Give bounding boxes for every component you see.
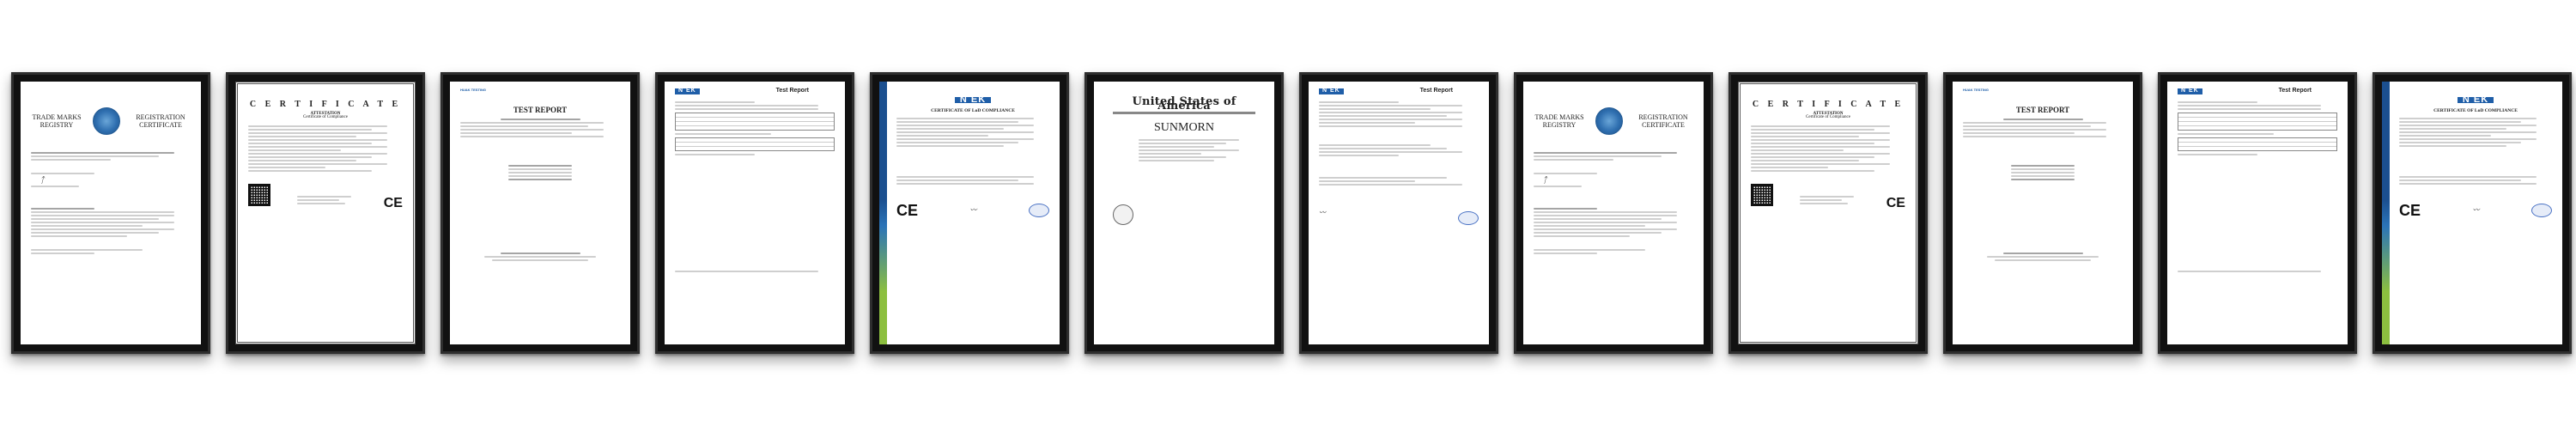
nek-loc-body-2 <box>2399 118 2552 185</box>
nek-report-title-3: Test Report <box>2278 88 2312 94</box>
nek-loc-title: CERTIFICATE OF LoD COMPLIANCE <box>931 107 1015 113</box>
certificate-frame-4[interactable] <box>655 72 854 354</box>
hk-brand-label: HUAK TESTING <box>460 88 486 92</box>
ce-certificate <box>235 82 416 344</box>
ce-subtitle-2: Certificate of Compliance <box>303 115 348 120</box>
ce-title-2: C E R T I F I C A T E <box>1752 100 1905 109</box>
certificate-frame-10[interactable] <box>1943 72 2142 354</box>
certificate-frame-6[interactable] <box>1084 72 1284 354</box>
nek-loc-logo: N EK <box>955 97 991 103</box>
nek-report-body <box>675 101 835 272</box>
ce-title: C E R T I F I C A T E <box>249 100 402 109</box>
certificate-side-bar-2 <box>2382 82 2390 344</box>
nek-stamp-icon <box>1029 204 1049 217</box>
ce-mark-icon-2: CE <box>1886 196 1905 211</box>
nek-report-title-2: Test Report <box>1419 88 1453 94</box>
nek-loc-certificate <box>879 82 1060 344</box>
hk-report-body <box>460 119 620 261</box>
registry-seal-icon-2 <box>1595 107 1623 135</box>
nek-stamp-icon-3 <box>2531 204 2552 217</box>
certificate-side-bar <box>879 82 887 344</box>
trademark-right-header: REGISTRATION CERTIFICATE <box>136 113 185 129</box>
nek-logo-2: N EK <box>1319 88 1344 94</box>
nek-loc-logo-2: N EK <box>2458 97 2494 103</box>
trademark-body <box>31 152 191 254</box>
us-title: United States of America <box>1132 95 1236 113</box>
nek-sample-table-3 <box>2178 137 2337 151</box>
nek-logo: N EK <box>675 88 700 94</box>
nek-test-report-2 <box>1309 82 1489 344</box>
ce-mark-icon: CE <box>383 196 403 211</box>
nek-report-title: Test Report <box>775 88 809 94</box>
nek-report-body-2 <box>1319 101 1479 186</box>
trademark-certificate-2 <box>1523 82 1704 344</box>
us-trademark-body <box>1104 139 1264 161</box>
nek-loc-title-2: CERTIFICATE OF LoD COMPLIANCE <box>2433 107 2518 113</box>
ce-subtitle-2-2: Certificate of Compliance <box>1806 115 1850 120</box>
nek-logo-3: N EK <box>2178 88 2202 94</box>
nek-test-report-3 <box>2167 82 2348 344</box>
certificate-frame-11[interactable] <box>2158 72 2357 354</box>
trademark-right-header-2: REGISTRATION CERTIFICATE <box>1638 113 1688 129</box>
nek-stamp-icon-2 <box>1458 211 1479 225</box>
nek-ce-mark-icon-2: CE <box>2399 201 2421 219</box>
ce-body-2 <box>1751 125 1905 172</box>
us-trademark-certificate <box>1094 82 1274 344</box>
certificate-frame-1[interactable] <box>11 72 210 354</box>
hk-report-body-2 <box>1963 119 2123 261</box>
ce-certificate-2 <box>1738 82 1918 344</box>
registrar-signature-icon: ᛏ <box>39 176 45 186</box>
trademark-body-2 <box>1534 152 1693 254</box>
nek-test-report <box>665 82 845 344</box>
qr-code-icon-2 <box>1751 184 1773 206</box>
nek-ce-mark-icon: CE <box>896 201 919 219</box>
ce-body <box>248 125 403 172</box>
hk-brand-label-2: HUAK TESTING <box>1963 88 1989 92</box>
nek-loc-certificate-2 <box>2382 82 2562 344</box>
trademark-left-header-2: TRADE MARKS REGISTRY <box>1534 113 1584 129</box>
nek-result-table <box>675 113 835 131</box>
hk-test-report-2 <box>1953 82 2133 344</box>
nek-report-body-3 <box>2178 101 2337 272</box>
registrar-signature-icon-2: ᛏ <box>1542 176 1547 186</box>
nek-signature-icon-3: 〰 <box>2472 205 2480 214</box>
certificate-frame-12[interactable] <box>2372 72 2572 354</box>
hk-report-title: TEST REPORT <box>513 105 568 114</box>
certificate-frame-8[interactable] <box>1514 72 1713 354</box>
hk-report-title-2: TEST REPORT <box>2015 105 2070 114</box>
nek-sample-table <box>675 137 835 151</box>
trademark-certificate <box>21 82 201 344</box>
certificate-frame-9[interactable] <box>1728 72 1928 354</box>
registry-seal-icon <box>93 107 120 135</box>
ce-subtitle-1: ATTESTATION <box>310 111 341 116</box>
trademark-left-header: TRADE MARKS REGISTRY <box>32 113 82 129</box>
certificate-frame-3[interactable] <box>440 72 640 354</box>
certificate-frame-7[interactable] <box>1299 72 1498 354</box>
nek-loc-body <box>896 118 1049 185</box>
ce-subtitle-1-2: ATTESTATION <box>1813 111 1844 116</box>
certificate-frame-5[interactable] <box>870 72 1069 354</box>
certificate-frame-2[interactable] <box>226 72 425 354</box>
us-brand-name: SUNMORN <box>1153 121 1214 135</box>
qr-code-icon <box>248 184 270 206</box>
uspto-seal-icon <box>1113 204 1133 225</box>
nek-signature-icon: 〰 <box>969 205 977 214</box>
nek-signature-icon-2: 〰 <box>1319 208 1326 216</box>
hk-test-report <box>450 82 630 344</box>
nek-result-table-3 <box>2178 113 2337 131</box>
